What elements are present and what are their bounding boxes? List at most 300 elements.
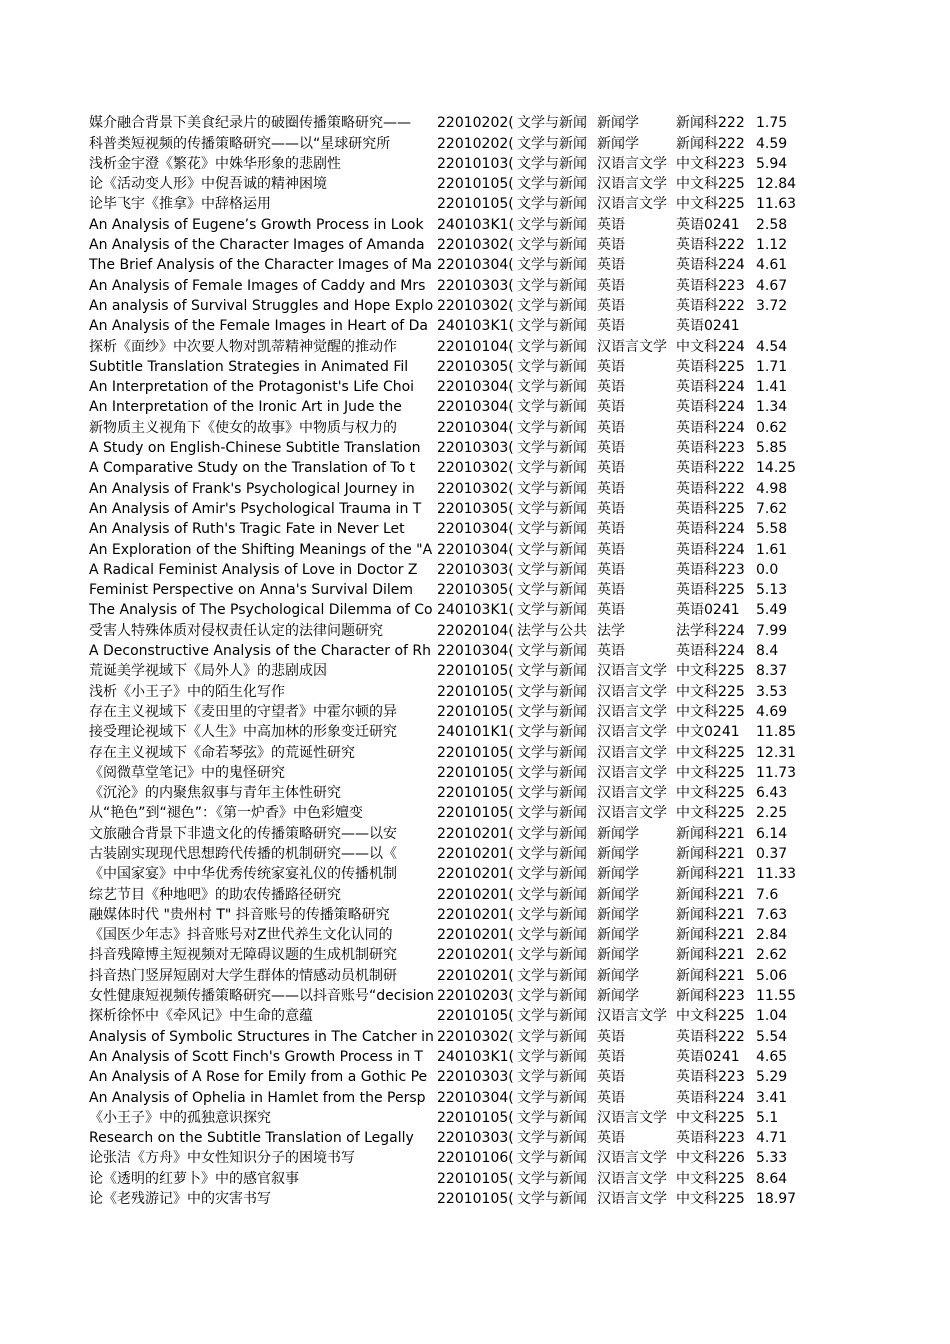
school-cell: 文学与新闻 [517,845,587,862]
class-cell: 英语科223 [676,277,745,294]
score-cell: 5.85 [756,440,788,457]
student-id-cell: 22010105( [437,764,514,781]
major-cell: 汉语言文学 [597,1150,667,1167]
thesis-title-cell: An Analysis of Frank's Psychological Journey in [89,480,415,497]
major-cell: 新闻学 [597,947,639,964]
thesis-title-cell: 论张洁《方舟》中女性知识分子的困境书写 [89,1150,355,1167]
major-cell: 新闻学 [597,886,639,903]
student-id-cell: 22020104( [437,622,514,639]
score-cell: 5.13 [756,582,788,599]
score-cell: 5.58 [756,521,788,538]
school-cell: 文学与新闻 [517,521,587,538]
student-id-cell: 22010105( [437,785,514,802]
thesis-title-cell: The Brief Analysis of the Character Images of Ma [89,257,432,274]
school-cell: 文学与新闻 [517,866,587,883]
score-cell: 7.62 [756,500,788,517]
student-id-cell: 22010105( [437,805,514,822]
school-cell: 文学与新闻 [517,988,587,1005]
class-cell: 英语科224 [676,419,745,436]
student-id-cell: 22010304( [437,257,514,274]
thesis-title-cell: The Analysis of The Psychological Dilemma of Co [89,602,433,619]
student-id-cell: 240103K1( [437,1048,514,1065]
major-cell: 汉语言文学 [597,1170,667,1187]
score-cell: 5.33 [756,1150,788,1167]
major-cell: 英语 [597,237,625,254]
school-cell: 文学与新闻 [517,500,587,517]
major-cell: 法学 [597,622,625,639]
school-cell: 文学与新闻 [517,886,587,903]
score-cell: 8.64 [756,1170,788,1187]
table-row [89,518,809,538]
table-row [89,254,809,274]
table-row [89,1066,809,1086]
school-cell: 文学与新闻 [517,399,587,416]
score-cell: 1.41 [756,379,788,396]
table-row [89,619,809,639]
school-cell: 文学与新闻 [517,1191,587,1208]
school-cell: 文学与新闻 [517,297,587,314]
thesis-title-cell: 论毕飞宇《推拿》中辞格运用 [89,196,271,213]
student-id-cell: 22010106( [437,1150,514,1167]
major-cell: 新闻学 [597,866,639,883]
thesis-title-cell: 从“艳色”到“褪色”：《第一炉香》中色彩嬗变 [89,805,364,822]
class-cell: 中文科225 [676,744,745,761]
school-cell: 文学与新闻 [517,318,587,335]
student-id-cell: 22010105( [437,196,514,213]
student-id-cell: 22010105( [437,1109,514,1126]
thesis-title-cell: 浅析金宇澄《繁花》中姝华形象的悲剧性 [89,155,341,172]
table-row [89,112,809,132]
school-cell: 文学与新闻 [517,825,587,842]
class-cell: 英语科224 [676,521,745,538]
score-cell: 11.55 [756,988,797,1005]
major-cell: 英语 [597,419,625,436]
student-id-cell: 22010105( [437,744,514,761]
thesis-title-cell: 浅析《小王子》中的陌生化写作 [89,683,285,700]
data-table [89,112,809,1208]
student-id-cell: 22010103( [437,155,514,172]
class-cell: 英语科224 [676,257,745,274]
school-cell: 文学与新闻 [517,582,587,599]
student-id-cell: 22010303( [437,277,514,294]
school-cell: 文学与新闻 [517,1089,587,1106]
class-cell: 英语科224 [676,541,745,558]
score-cell: 3.41 [756,1089,788,1106]
table-row [89,315,809,335]
table-row [89,234,809,254]
major-cell: 新闻学 [597,115,639,132]
school-cell: 文学与新闻 [517,155,587,172]
thesis-title-cell: 存在主义视域下《命若琴弦》的荒诞性研究 [89,744,355,761]
table-row [89,1127,809,1147]
thesis-title-cell: An analysis of Survival Struggles and Hope Explo [89,297,434,314]
thesis-title-cell: 接受理论视域下《人生》中高加林的形象变迁研究 [89,724,397,741]
thesis-title-cell: Subtitle Translation Strategies in Animated Fil [89,358,409,375]
score-cell: 5.1 [756,1109,779,1126]
class-cell: 中文科225 [676,805,745,822]
major-cell: 英语 [597,521,625,538]
score-cell: 11.63 [756,196,797,213]
score-cell: 1.34 [756,399,788,416]
major-cell: 汉语言文学 [597,338,667,355]
score-cell: 7.6 [756,886,779,903]
thesis-title-cell: An Exploration of the Shifting Meanings of the "A [89,541,433,558]
major-cell: 汉语言文学 [597,663,667,680]
school-cell: 文学与新闻 [517,1028,587,1045]
class-cell: 新闻科223 [676,988,745,1005]
student-id-cell: 22010302( [437,297,514,314]
thesis-title-cell: An Analysis of Ophelia in Hamlet from the Persp [89,1089,426,1106]
student-id-cell: 22010304( [437,379,514,396]
major-cell: 新闻学 [597,967,639,984]
student-id-cell: 240103K1( [437,602,514,619]
major-cell: 英语 [597,440,625,457]
score-cell: 4.71 [756,1130,788,1147]
school-cell: 文学与新闻 [517,602,587,619]
table-row [89,985,809,1005]
class-cell: 英语0241 [676,318,740,335]
major-cell: 英语 [597,602,625,619]
table-row [89,559,809,579]
score-cell: 1.04 [756,1008,788,1025]
thesis-title-cell: An Analysis of Ruth's Tragic Fate in Never Let [89,521,405,538]
major-cell: 英语 [597,358,625,375]
student-id-cell: 22010201( [437,845,514,862]
score-cell: 8.4 [756,643,779,660]
thesis-title-cell: A Comparative Study on the Translation of To t [89,460,416,477]
major-cell: 汉语言文学 [597,703,667,720]
school-cell: 文学与新闻 [517,785,587,802]
score-cell: 5.29 [756,1069,788,1086]
thesis-title-cell: Analysis of Symbolic Structures in The Catcher in [89,1028,434,1045]
table-row [89,843,809,863]
table-row [89,416,809,436]
score-cell: 5.49 [756,602,788,619]
class-cell: 中文科225 [676,1191,745,1208]
student-id-cell: 22010105( [437,1008,514,1025]
thesis-title-cell: An Analysis of A Rose for Emily from a Gothic Pe [89,1069,428,1086]
score-cell: 7.63 [756,906,788,923]
table-row [89,477,809,497]
class-cell: 新闻科222 [676,115,745,132]
score-cell [756,315,809,335]
student-id-cell: 22010201( [437,927,514,944]
table-row [89,924,809,944]
student-id-cell: 240103K1( [437,318,514,335]
class-cell: 英语科224 [676,643,745,660]
class-cell: 新闻科221 [676,825,745,842]
table-row [89,782,809,802]
student-id-cell: 22010303( [437,440,514,457]
major-cell: 汉语言文学 [597,744,667,761]
school-cell: 文学与新闻 [517,216,587,233]
student-id-cell: 22010302( [437,480,514,497]
school-cell: 文学与新闻 [517,703,587,720]
class-cell: 新闻科221 [676,967,745,984]
thesis-title-cell: An Analysis of Eugene’s Growth Process in Look [89,216,424,233]
class-cell: 中文科225 [676,785,745,802]
table-row [89,498,809,518]
table-row [89,701,809,721]
table-row [89,680,809,700]
thesis-title-cell: An Analysis of Scott Finch's Growth Process in T [89,1048,423,1065]
major-cell: 英语 [597,1028,625,1045]
table-row [89,132,809,152]
class-cell: 英语科223 [676,1130,745,1147]
thesis-title-cell: A Radical Feminist Analysis of Love in Doctor Z [89,561,418,578]
class-cell: 英语科222 [676,1028,745,1045]
class-cell: 英语科224 [676,399,745,416]
class-cell: 新闻科221 [676,866,745,883]
school-cell: 文学与新闻 [517,683,587,700]
student-id-cell: 22010105( [437,663,514,680]
score-cell: 5.54 [756,1028,788,1045]
student-id-cell: 22010105( [437,703,514,720]
school-cell: 文学与新闻 [517,1170,587,1187]
class-cell: 英语0241 [676,602,740,619]
thesis-title-cell: An Analysis of Female Images of Caddy and Mrs [89,277,426,294]
major-cell: 汉语言文学 [597,196,667,213]
thesis-title-cell: 存在主义视域下《麦田里的守望者》中霍尔顿的异 [89,703,397,720]
school-cell: 文学与新闻 [517,277,587,294]
class-cell: 法学科224 [676,622,745,639]
class-cell: 新闻科221 [676,886,745,903]
score-cell: 1.61 [756,541,788,558]
student-id-cell: 22010304( [437,419,514,436]
major-cell: 汉语言文学 [597,805,667,822]
school-cell: 文学与新闻 [517,724,587,741]
score-cell: 5.94 [756,155,788,172]
score-cell: 11.85 [756,724,797,741]
score-cell: 4.69 [756,703,788,720]
student-id-cell: 22010105( [437,1191,514,1208]
table-row [89,356,809,376]
school-cell: 文学与新闻 [517,419,587,436]
student-id-cell: 22010201( [437,866,514,883]
table-row [89,822,809,842]
school-cell: 文学与新闻 [517,480,587,497]
school-cell: 文学与新闻 [517,440,587,457]
table-row [89,883,809,903]
table-row [89,904,809,924]
table-row [89,274,809,294]
class-cell: 英语科223 [676,440,745,457]
thesis-title-cell: 抖音热门竖屏短剧对大学生群体的情感动员机制研 [89,967,397,984]
thesis-title-cell: 综艺节目《种地吧》的助农传播路径研究 [89,886,341,903]
school-cell: 文学与新闻 [517,1109,587,1126]
thesis-title-cell: 受害人特殊体质对侵权责任认定的法律问题研究 [89,622,383,639]
class-cell: 英语0241 [676,1048,740,1065]
major-cell: 新闻学 [597,135,639,152]
student-id-cell: 22010105( [437,176,514,193]
thesis-title-cell: 新物质主义视角下《使女的故事》中物质与权力的 [89,419,397,436]
score-cell: 0.37 [756,845,788,862]
table-row [89,1046,809,1066]
major-cell: 英语 [597,1069,625,1086]
student-id-cell: 22010303( [437,1069,514,1086]
table-row [89,173,809,193]
major-cell: 汉语言文学 [597,155,667,172]
school-cell: 文学与新闻 [517,196,587,213]
school-cell: 文学与新闻 [517,460,587,477]
score-cell: 1.75 [756,115,788,132]
school-cell: 文学与新闻 [517,967,587,984]
class-cell: 英语科224 [676,1089,745,1106]
score-cell: 12.84 [756,176,797,193]
student-id-cell: 22010201( [437,967,514,984]
score-cell: 5.06 [756,967,788,984]
score-cell: 3.72 [756,297,788,314]
table-body [89,112,809,1208]
school-cell: 文学与新闻 [517,947,587,964]
major-cell: 英语 [597,582,625,599]
thesis-title-cell: Feminist Perspective on Anna's Survival Dilem [89,582,414,599]
school-cell: 文学与新闻 [517,237,587,254]
school-cell: 文学与新闻 [517,1008,587,1025]
class-cell: 英语科225 [676,500,745,517]
student-id-cell: 22010303( [437,1130,514,1147]
score-cell: 18.97 [756,1191,797,1208]
major-cell: 汉语言文学 [597,724,667,741]
table-row [89,153,809,173]
major-cell: 英语 [597,561,625,578]
thesis-title-cell: 《国医少年志》抖音账号对Z世代养生文化认同的 [89,927,393,944]
student-id-cell: 22010304( [437,399,514,416]
student-id-cell: 22010201( [437,906,514,923]
score-cell: 2.25 [756,805,788,822]
school-cell: 文学与新闻 [517,1069,587,1086]
class-cell: 英语0241 [676,216,740,233]
score-cell: 2.62 [756,947,788,964]
class-cell: 中文科225 [676,196,745,213]
thesis-title-cell: 论《活动变人形》中倪吾诚的精神困境 [89,176,327,193]
table-row [89,762,809,782]
thesis-title-cell: An Analysis of Amir's Psychological Trauma in T [89,500,422,517]
thesis-title-cell: 女性健康短视频传播策略研究——以抖音账号“decision [89,988,434,1005]
student-id-cell: 22010304( [437,643,514,660]
class-cell: 新闻科221 [676,906,745,923]
score-cell: 1.12 [756,237,788,254]
score-cell: 4.54 [756,338,788,355]
class-cell: 中文科225 [676,176,745,193]
score-cell: 7.99 [756,622,788,639]
school-cell: 文学与新闻 [517,358,587,375]
thesis-title-cell: An Analysis of the Character Images of Amanda [89,237,425,254]
major-cell: 英语 [597,297,625,314]
student-id-cell: 22010302( [437,460,514,477]
score-cell: 0.0 [756,561,779,578]
student-id-cell: 22010302( [437,1028,514,1045]
class-cell: 英语科223 [676,561,745,578]
score-cell: 0.62 [756,419,788,436]
table-row [89,335,809,355]
major-cell: 新闻学 [597,927,639,944]
thesis-title-cell: A Study on English-Chinese Subtitle Translation [89,440,421,457]
class-cell: 英语科222 [676,460,745,477]
table-row [89,1107,809,1127]
class-cell: 中文科225 [676,683,745,700]
table-row [89,457,809,477]
class-cell: 中文科225 [676,764,745,781]
student-id-cell: 22010304( [437,521,514,538]
thesis-title-cell: 荒诞美学视域下《局外人》的悲剧成因 [89,663,327,680]
student-id-cell: 240103K1( [437,216,514,233]
major-cell: 汉语言文学 [597,683,667,700]
table-row [89,944,809,964]
class-cell: 英语科223 [676,1069,745,1086]
class-cell: 中文科226 [676,1150,745,1167]
score-cell: 12.31 [756,744,797,761]
thesis-title-cell: Research on the Subtitle Translation of Legally [89,1130,414,1147]
major-cell: 英语 [597,541,625,558]
thesis-title-cell: An Interpretation of the Ironic Art in Jude the [89,399,402,416]
table-row [89,640,809,660]
school-cell: 文学与新闻 [517,744,587,761]
student-id-cell: 22010105( [437,1170,514,1187]
school-cell: 文学与新闻 [517,338,587,355]
table-row [89,1188,809,1208]
major-cell: 新闻学 [597,906,639,923]
major-cell: 汉语言文学 [597,1109,667,1126]
score-cell: 11.73 [756,764,797,781]
thesis-title-cell: 论《透明的红萝卜》中的感官叙事 [89,1170,299,1187]
school-cell: 文学与新闻 [517,561,587,578]
score-cell: 4.65 [756,1048,788,1065]
table-row [89,721,809,741]
class-cell: 中文科225 [676,1008,745,1025]
score-cell: 8.37 [756,663,788,680]
class-cell: 中文科225 [676,1109,745,1126]
class-cell: 英语科222 [676,480,745,497]
school-cell: 文学与新闻 [517,541,587,558]
major-cell: 汉语言文学 [597,1008,667,1025]
major-cell: 英语 [597,257,625,274]
major-cell: 英语 [597,1048,625,1065]
major-cell: 汉语言文学 [597,1191,667,1208]
class-cell: 中文科225 [676,1170,745,1187]
student-id-cell: 22010202( [437,135,514,152]
major-cell: 英语 [597,643,625,660]
major-cell: 汉语言文学 [597,176,667,193]
table-row [89,295,809,315]
thesis-title-cell: 媒介融合背景下美食纪录片的破圈传播策略研究—— [89,115,411,132]
table-row [89,213,809,233]
class-cell: 中文科225 [676,703,745,720]
table-row [89,964,809,984]
school-cell: 文学与新闻 [517,176,587,193]
thesis-title-cell: 科普类短视频的传播策略研究——以“星球研究所 [89,135,391,152]
table-row [89,437,809,457]
score-cell: 2.58 [756,216,788,233]
student-id-cell: 22010305( [437,500,514,517]
score-cell: 6.14 [756,825,788,842]
class-cell: 中文科225 [676,663,745,680]
table-row [89,193,809,213]
major-cell: 汉语言文学 [597,764,667,781]
table-row [89,863,809,883]
major-cell: 英语 [597,216,625,233]
student-id-cell: 22010201( [437,947,514,964]
class-cell: 英语科225 [676,358,745,375]
score-cell: 3.53 [756,683,788,700]
school-cell: 文学与新闻 [517,764,587,781]
thesis-title-cell: 古装剧实现现代思想跨代传播的机制研究——以《 [89,845,397,862]
major-cell: 新闻学 [597,988,639,1005]
school-cell: 文学与新闻 [517,379,587,396]
table-row [89,1025,809,1045]
student-id-cell: 22010305( [437,582,514,599]
class-cell: 中文0241 [676,724,740,741]
